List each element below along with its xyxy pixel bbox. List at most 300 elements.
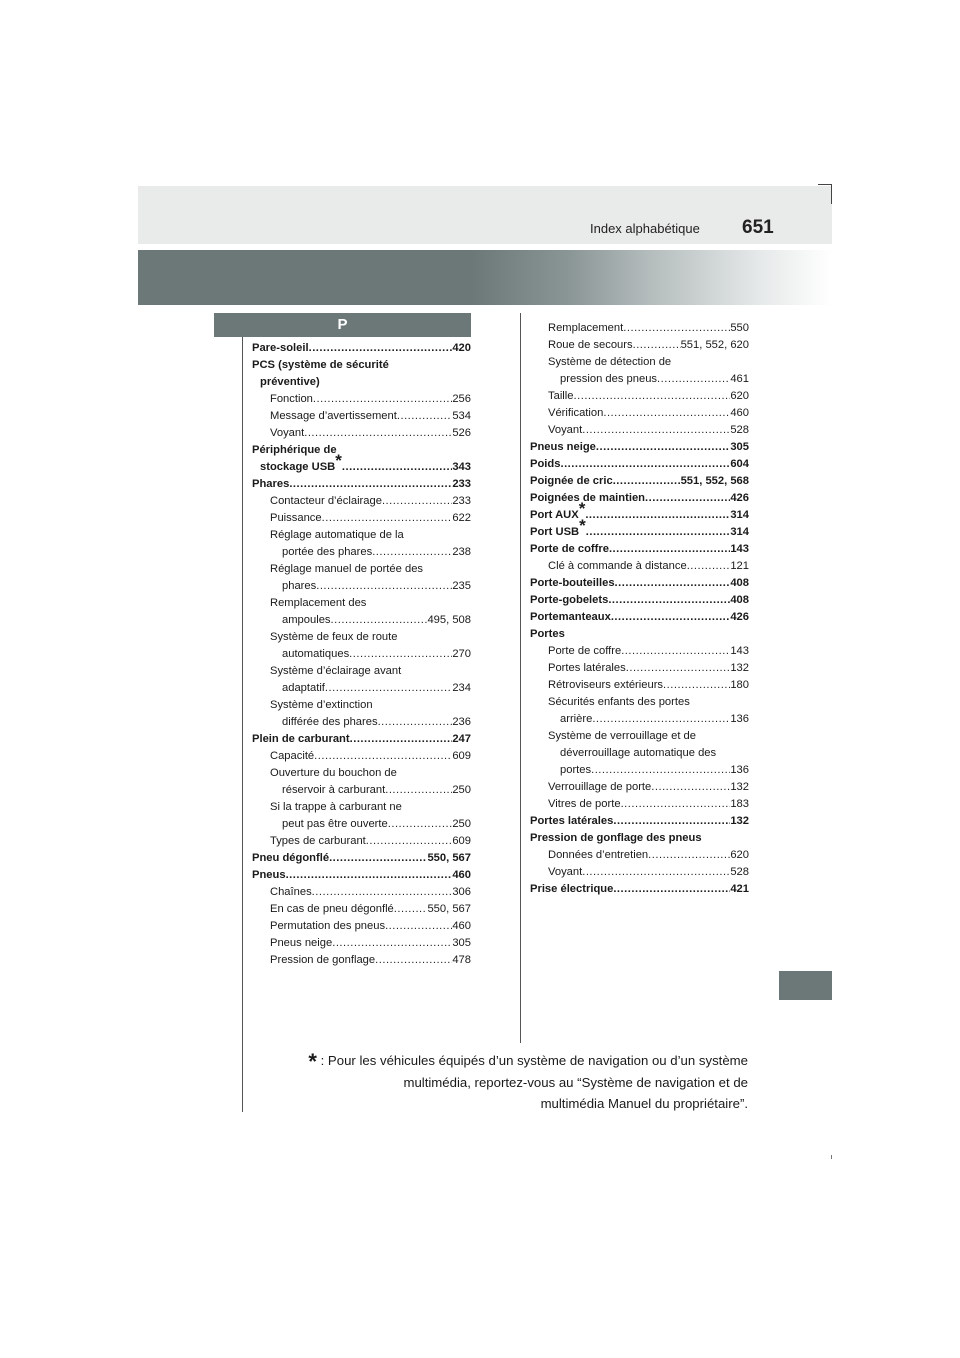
index-entry-label [270,935,332,952]
index-entry-text: En cas de pneu dégonflé [270,903,394,915]
index-entry-label [548,337,633,354]
page-number: 651 [742,217,774,238]
index-entry-label [548,405,603,422]
index-entry [530,320,749,337]
index-entry-label [270,510,322,527]
dot-leader [615,575,731,592]
dot-leader [331,612,428,629]
index-entry [252,612,471,629]
index-page-ref: 620 [730,849,749,861]
index-entry-text: Phares [252,478,290,490]
index-page-ref: 534 [452,410,471,422]
index-entry [530,660,749,677]
index-entry [252,816,471,833]
index-entry-label [548,643,621,660]
index-entry-text: Porte de coffre [530,543,609,555]
index-entry-text: Permutation des pneus [270,920,386,932]
index-entry-text: Types de carburant [270,835,366,847]
index-entry-label [270,493,382,510]
index-entry [530,881,749,898]
index-entry [530,405,749,422]
index-entry [252,476,471,493]
header-band [138,186,832,244]
index-entry-label [260,451,342,476]
index-entry-label [560,371,657,388]
crop-mark [831,1155,832,1159]
index-entry-label [270,408,397,425]
footnote-star: * [578,499,586,519]
index-column-right [530,320,749,898]
index-entry [530,473,749,490]
index-page-ref: 183 [730,798,749,810]
index-page-ref: 132 [730,781,749,793]
index-page-ref: 551, 552, 620 [680,339,749,351]
dot-leader [626,660,731,677]
index-entry-text: Système d’éclairage avant [270,665,402,677]
index-entry [530,711,749,728]
index-page-ref: 495, 508 [427,614,471,626]
index-entry-text: Portes latérales [548,662,626,674]
index-page-ref: 314 [730,509,749,521]
index-entry [252,391,471,408]
index-entry-label [282,680,325,697]
dot-leader [388,816,453,833]
index-page-ref: 233 [452,478,471,490]
index-entry-text: Réglage automatique de la [270,529,404,541]
index-entry-text: Système de détection de [548,356,672,368]
index-entry [530,337,749,354]
index-entry [252,748,471,765]
dot-leader [385,782,452,799]
dot-leader [372,544,452,561]
index-entry-text: Portemanteaux [530,611,611,623]
index-entry [252,680,471,697]
dot-leader [342,459,452,476]
index-entry-label [270,833,366,850]
index-page-ref: 421 [730,883,749,895]
index-page-ref: 236 [452,716,471,728]
index-entry-text: Remplacement [548,322,624,334]
index-entry [530,847,749,864]
index-entry-text: Porte-gobelets [530,594,609,606]
index-page-ref: 609 [452,750,471,762]
index-page-ref: 528 [730,866,749,878]
dot-leader [313,391,452,408]
index-page-ref: 238 [452,546,471,558]
index-page-ref: 551, 552, 568 [680,475,749,487]
index-entry-text: Système de verrouillage et de [548,730,697,742]
dot-leader [560,456,730,473]
index-entry [252,578,471,595]
index-entry-label [282,544,372,561]
dot-leader [657,371,730,388]
index-page-ref: 609 [452,835,471,847]
index-entry-label [252,476,289,493]
middle-column-rule [520,313,521,1043]
index-entry [530,813,749,830]
index-page-ref: 180 [730,679,749,691]
index-entry-text: Clé à commande à distance [548,560,687,572]
dot-leader [645,490,730,507]
index-entry [252,731,471,748]
dot-leader [591,762,730,779]
index-entry-label [548,558,687,575]
index-page-ref: 460 [452,920,471,932]
index-page-ref: 132 [730,815,749,827]
index-entry-label [270,884,312,901]
dot-leader [286,867,453,884]
index-entry [252,425,471,442]
index-entry-label [530,439,596,456]
index-entry-label [530,592,608,609]
index-entry-label [252,867,286,884]
dot-leader [663,677,730,694]
index-page-ref: 526 [452,427,471,439]
dot-leader [611,609,731,626]
index-entry-text: Ouverture du bouchon de [270,767,397,779]
index-entry-text: stockage USB [260,461,336,473]
dot-leader [613,473,681,490]
index-entry-text: Voyant [548,866,583,878]
dot-leader [648,847,730,864]
dot-leader [687,558,731,575]
index-page-ref: 306 [452,886,471,898]
section-letter-header: P [214,313,471,337]
index-page-ref: 604 [730,458,749,470]
dot-leader [350,731,453,748]
index-entry-label [530,575,615,592]
index-entry-text: Voyant [270,427,305,439]
index-entry [530,558,749,575]
dot-leader [322,510,453,527]
index-entry-text: Données d’entretien [548,849,649,861]
dot-leader [585,507,730,524]
footnote-line [278,1050,748,1072]
index-entry [252,867,471,884]
index-page-ref: 622 [452,512,471,524]
index-entry-text: préventive) [260,376,320,388]
index-page-ref: 343 [452,461,471,473]
index-entry-text: Puissance [270,512,322,524]
index-entry [530,388,749,405]
dot-leader [314,748,452,765]
index-entry [530,456,749,473]
chapter-thumb-tab [779,971,832,1000]
index-entry-text: Portes [530,628,565,640]
footnote-text: : Pour les véhicules équipés d’un système de navigation ou d’un système [320,1053,748,1068]
index-entry-text: Message d’avertissement [270,410,397,422]
index-entry [252,544,471,561]
index-entry-label [548,677,663,694]
index-entry [252,918,471,935]
index-entry-text: Pare-soleil [252,342,309,354]
index-entry-text: Poignée de cric [530,475,613,487]
index-page-ref: 256 [452,393,471,405]
index-page-ref: 461 [730,373,749,385]
dot-leader [349,646,452,663]
index-entry-text: déverrouillage automatique des [560,747,717,759]
dot-leader [574,388,731,405]
index-page-ref: 136 [730,713,749,725]
dot-leader [312,884,453,901]
index-entry-label [270,748,314,765]
index-page-ref: 426 [730,611,749,623]
index-entry-label [548,796,621,813]
index-entry-label [548,320,623,337]
index-entry-text: Contacteur d’éclairage [270,495,382,507]
dot-leader [623,320,730,337]
index-entry-label [530,813,613,830]
index-page-ref: 314 [730,526,749,538]
dot-leader [621,643,730,660]
dot-leader [609,541,730,558]
index-page-ref: 305 [452,937,471,949]
index-entry-text: Capacité [270,750,315,762]
dot-leader [633,337,681,354]
index-page-ref: 408 [730,577,749,589]
index-entry-label [252,731,350,748]
index-entry-text: Réglage manuel de portée des [270,563,424,575]
index-entry-label [270,391,313,408]
index-entry-text: automatiques [282,648,350,660]
index-column-left [252,340,471,969]
index-entry-text: Système de feux de route [270,631,398,643]
index-entry-label [530,490,645,507]
index-entry-label [530,456,560,473]
dot-leader [613,813,730,830]
index-entry-label [282,714,378,731]
index-page-ref: 250 [452,784,471,796]
index-entry-text: phares [282,580,317,592]
dot-leader [603,405,730,422]
index-entry-text: Porte-bouteilles [530,577,615,589]
index-page-ref: 620 [730,390,749,402]
index-entry-text: Poignées de maintien [530,492,646,504]
dot-leader [309,340,453,357]
index-entry-text: Si la trappe à carburant ne [270,801,402,813]
index-page-ref: 143 [730,645,749,657]
crop-mark [818,184,832,185]
index-entry-label [252,340,309,357]
index-entry-text: Chaînes [270,886,312,898]
index-entry-label [252,850,329,867]
index-entry-text: portée des phares [282,546,373,558]
index-entry-label [282,782,385,799]
index-entry-text: Prise électrique [530,883,614,895]
index-entry-text: Verrouillage de porte [548,781,652,793]
index-entry-label [548,847,648,864]
index-entry-text: Vitres de porte [548,798,621,810]
index-entry-text: Pneus neige [530,441,596,453]
index-entry [252,833,471,850]
index-page-ref: 550, 567 [427,903,471,915]
index-entry [252,952,471,969]
index-entry-label [530,499,586,524]
index-entry-text: Pneus [252,869,286,881]
dot-leader [378,714,453,731]
index-entry-text: Système d’extinction [270,699,373,711]
page-title: Index alphabétique [590,221,700,236]
index-entry [252,884,471,901]
index-entry-label [530,516,586,541]
index-page-ref: 408 [730,594,749,606]
index-entry-label [270,918,385,935]
index-entry-text: Poids [530,458,561,470]
index-entry-text: Port AUX [530,509,579,521]
index-entry-label [282,816,388,833]
index-entry [530,371,749,388]
footnote-line: multimédia Manuel du propriétaire”. [540,1096,748,1111]
index-entry [530,643,749,660]
index-entry [530,864,749,881]
index-entry [252,782,471,799]
index-entry [530,592,749,609]
index-entry-text: Périphérique de [252,444,337,456]
index-entry-text: portes [560,764,592,776]
index-entry-text: peut pas être ouverte [282,818,388,830]
index-entry-text: Fonction [270,393,313,405]
index-entry-text: ampoules [282,614,331,626]
dot-leader [621,796,731,813]
index-page-ref: 478 [452,954,471,966]
index-page-ref: 550, 567 [427,852,471,864]
dot-leader [304,425,452,442]
index-page-ref: 136 [730,764,749,776]
index-entry [530,516,749,541]
index-entry-text: Porte de coffre [548,645,622,657]
index-entry [530,541,749,558]
index-page-ref: 460 [730,407,749,419]
index-entry-text: Sécurités enfants des portes [548,696,690,708]
index-entry [252,901,471,918]
index-entry-label [530,541,609,558]
index-entry-text: PCS (système de sécurité [252,359,389,371]
index-entry [530,575,749,592]
dot-leader [316,578,452,595]
index-page-ref: 247 [452,733,471,745]
index-entry-label [282,612,331,629]
index-entry [252,340,471,357]
index-entry-text: Roue de secours [548,339,633,351]
left-column-rule [242,337,243,1112]
dot-leader [397,408,452,425]
dot-leader [586,524,731,541]
index-entry [530,796,749,813]
index-entry-label [530,881,613,898]
dot-leader [613,881,730,898]
index-page-ref: 235 [452,580,471,592]
index-entry-text: Vérification [548,407,604,419]
dot-leader [385,918,452,935]
index-page-ref: 234 [452,682,471,694]
index-entry-text: Pression de gonflage [270,954,376,966]
index-page-ref: 250 [452,818,471,830]
index-page-ref: 420 [452,342,471,354]
index-entry [252,935,471,952]
index-entry [530,439,749,456]
index-entry-label [282,646,349,663]
index-entry-text: Plein de carburant [252,733,350,745]
footnote-star: * [579,516,586,536]
index-entry [252,493,471,510]
index-entry-text: Port USB [530,526,580,538]
index-page-ref: 550 [730,322,749,334]
index-entry [530,779,749,796]
dot-leader [608,592,730,609]
chapter-gradient-band [138,250,832,305]
index-entry [530,490,749,507]
index-entry [252,510,471,527]
index-page-ref: 121 [730,560,749,572]
index-entry-label [282,578,316,595]
index-page-ref: 305 [730,441,749,453]
index-page-ref: 132 [730,662,749,674]
index-page-ref: 233 [452,495,471,507]
footnote [278,1050,748,1114]
index-entry [252,408,471,425]
index-entry-label [530,609,611,626]
index-entry-text: Pression de gonflage des pneus [530,832,702,844]
dot-leader [582,422,730,439]
index-entry-label [548,388,574,405]
dot-leader [375,952,452,969]
index-entry-label [270,425,304,442]
index-page-ref: 143 [730,543,749,555]
index-entry [530,677,749,694]
crop-mark [831,184,832,204]
index-entry-text: adaptatif [282,682,325,694]
footnote-star: * [308,1049,317,1074]
index-entry [252,714,471,731]
dot-leader [366,833,453,850]
dot-leader [651,779,730,796]
index-entry-text: Voyant [548,424,583,436]
index-entry [252,646,471,663]
dot-leader [382,493,452,510]
footnote-line: multimédia, reportez-vous au “Système de navigation et de [403,1075,748,1090]
dot-leader [329,850,427,867]
index-entry-text: réservoir à carburant [282,784,386,796]
index-entry-text: pression des pneus [560,373,658,385]
index-entry [530,422,749,439]
index-entry-label [270,952,375,969]
index-page-ref: 426 [730,492,749,504]
index-entry [530,762,749,779]
index-entry-text: Taille [548,390,574,402]
index-entry-label [560,762,591,779]
dot-leader [592,711,730,728]
index-page-ref: 460 [452,869,471,881]
index-entry-label [270,901,394,918]
index-entry-label [548,779,651,796]
footnote-star: * [335,451,342,471]
dot-leader [582,864,730,881]
index-entry-label [560,711,592,728]
index-page-ref: 270 [452,648,471,660]
index-entry-text: Pneus neige [270,937,333,949]
dot-leader [289,476,452,493]
index-entry-text: arrière [560,713,593,725]
index-entry-text: Portes latérales [530,815,614,827]
index-entry-text: Rétroviseurs extérieurs [548,679,664,691]
dot-leader [596,439,730,456]
index-entry-text: Remplacement des [270,597,367,609]
index-entry [252,451,471,476]
index-entry-label [548,422,582,439]
dot-leader [332,935,452,952]
index-entry-label [548,864,582,881]
index-entry-label [548,660,626,677]
